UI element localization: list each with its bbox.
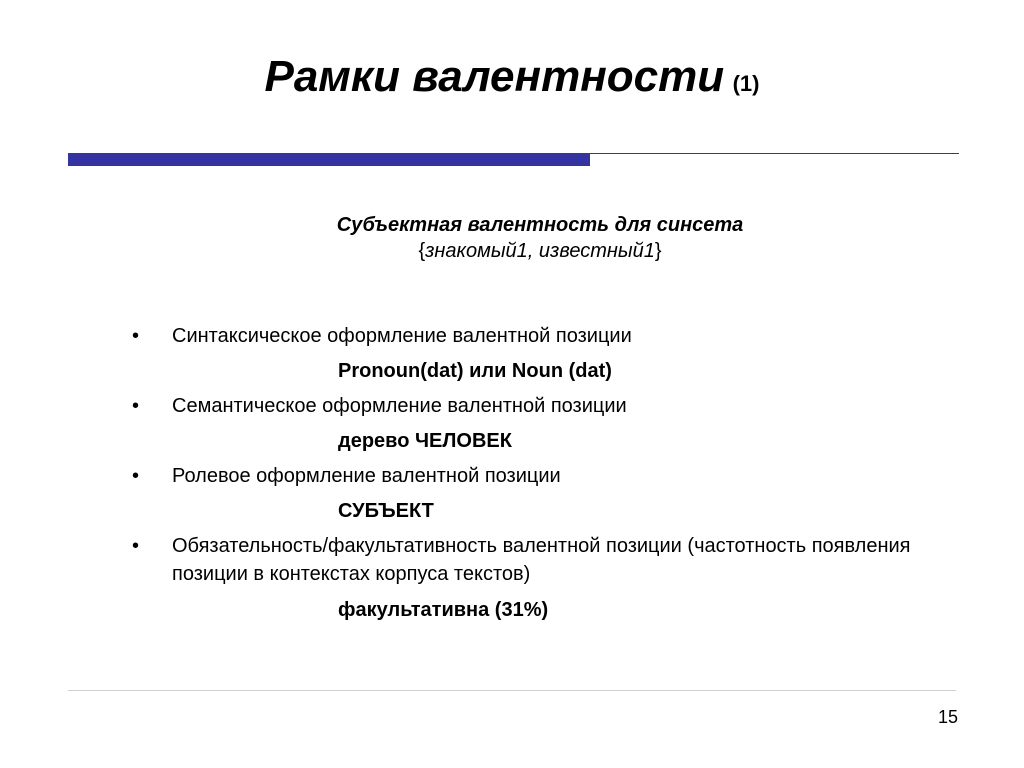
- bullet-value: СУБЪЕКТ: [338, 500, 434, 522]
- bullet-text: Синтаксическое оформление валентной позиции: [172, 325, 632, 347]
- footer-divider: [68, 690, 956, 691]
- bullet-marker: •: [132, 325, 140, 347]
- bullet-value: Pronoun(dat) или Noun (dat): [338, 360, 612, 382]
- bullet-text: Семантическое оформление валентной позиции: [172, 395, 627, 417]
- subtitle-heading: Субъектная валентность для синсета: [336, 214, 744, 236]
- synset-close-brace: }: [654, 240, 662, 262]
- slide-title-number: (1): [732, 71, 760, 96]
- slide-title-text: Рамки валентности: [264, 52, 725, 101]
- page-number: 15: [937, 707, 958, 727]
- bullet-marker: •: [132, 465, 140, 487]
- bullet-value: факультативна (31%): [338, 599, 549, 621]
- bullet-marker: •: [132, 395, 140, 417]
- synset-open-brace: {: [418, 240, 426, 262]
- bullet-text: Ролевое оформление валентной позиции: [172, 465, 561, 487]
- synset-words: знакомый1, известный1: [425, 240, 655, 262]
- bullet-value: дерево ЧЕЛОВЕК: [338, 430, 512, 452]
- bullet-text: Обязательность/факультативность валентной позиции (частотность появления позиции в контекстах корпуса текстов): [172, 535, 911, 585]
- bullet-marker: •: [132, 535, 140, 557]
